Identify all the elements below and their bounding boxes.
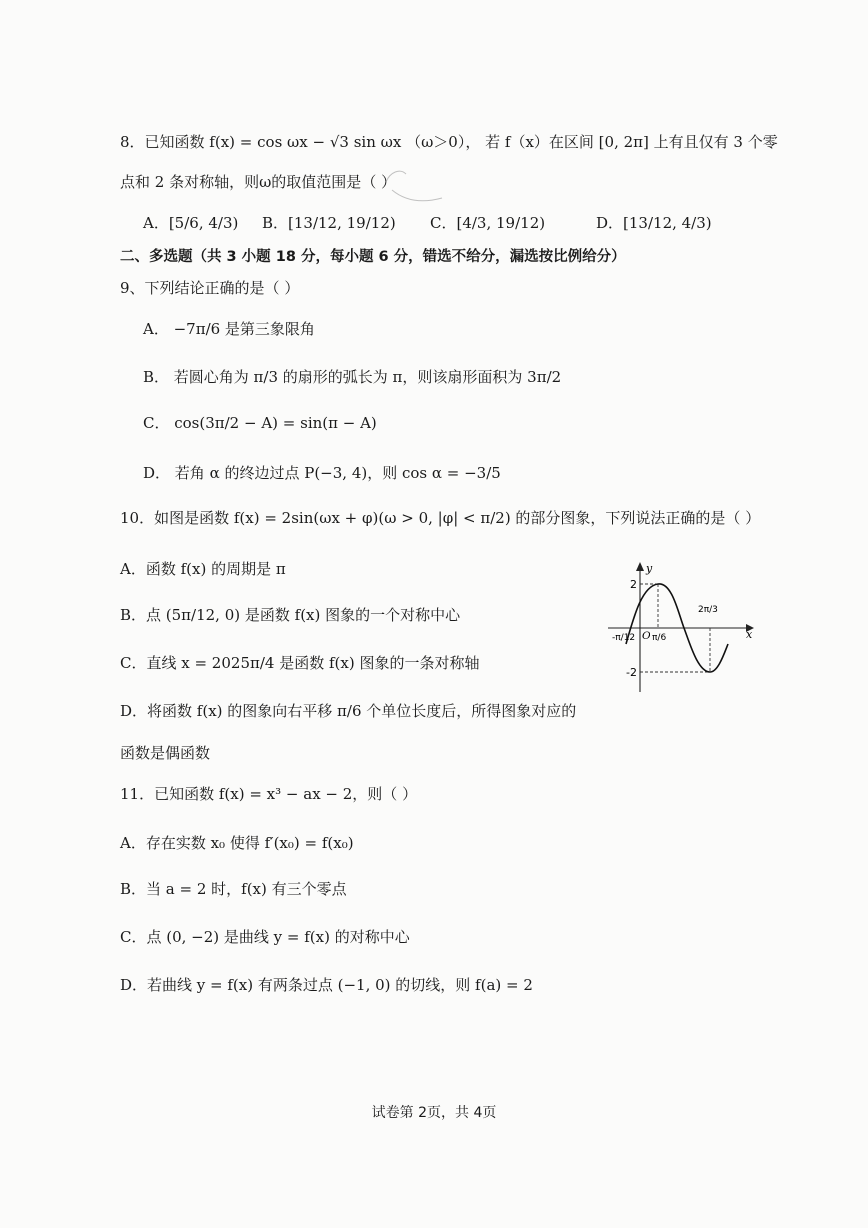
x-mid-label: π/6 xyxy=(652,633,667,643)
pencil-scribble-mark xyxy=(370,160,460,240)
q8-option-b: B．[13/12, 19/12) xyxy=(262,214,396,232)
q11-stem: 11．已知函数 f(x) = x³ − ax − 2，则（ ） xyxy=(120,785,418,803)
origin-label: O xyxy=(642,630,651,642)
x-axis-label: x xyxy=(746,628,753,641)
q10-option-a: A．函数 f(x) 的周期是 π xyxy=(120,560,286,578)
q11-option-b: B．当 a = 2 时，f(x) 有三个零点 xyxy=(120,880,347,898)
q9-option-b: B． 若圆心角为 π/3 的扇形的弧长为 π，则该扇形面积为 3π/2 xyxy=(143,368,562,386)
q10-option-d-continued: 函数是偶函数 xyxy=(120,744,211,762)
page-footer: 试卷第 2页，共 4页 xyxy=(371,1105,497,1121)
q9-option-d: D． 若角 α 的终边过点 P(−3, 4)，则 cos α = −3/5 xyxy=(143,464,501,482)
q8-option-d: D．[13/12, 4/3) xyxy=(596,214,712,232)
y-min-label: -2 xyxy=(626,666,637,679)
q10-option-b: B．点 (5π/12, 0) 是函数 f(x) 图象的一个对称中心 xyxy=(120,606,461,624)
q10-option-c: C．直线 x = 2025π/4 是函数 f(x) 图象的一条对称轴 xyxy=(120,654,480,672)
y-axis-arrow xyxy=(636,562,644,571)
q8-option-c: C．[4/3, 19/12) xyxy=(430,214,546,232)
q10-stem: 10．如图是函数 f(x) = 2sin(ωx + φ)(ω > 0, |φ| < π/2) 的部分图象，下列说法正确的是（ ） xyxy=(120,509,761,527)
y-max-label: 2 xyxy=(630,578,637,591)
q9-option-c: C． cos(3π/2 − A) = sin(π − A) xyxy=(143,414,377,432)
q10-option-d: D．将函数 f(x) 的图象向右平移 π/6 个单位长度后，所得图象对应的 xyxy=(120,702,577,720)
q9-stem: 9、下列结论正确的是（ ） xyxy=(120,279,300,297)
x-right-label: 2π/3 xyxy=(698,605,718,615)
x-left-label: -π/12 xyxy=(612,633,636,643)
q8-option-a: A．[5/6, 4/3) xyxy=(143,214,239,232)
sine-graph xyxy=(606,558,756,698)
q8-line2: 点和 2 条对称轴，则ω的取值范围是（ ） xyxy=(120,173,397,191)
q11-option-c: C．点 (0, −2) 是曲线 y = f(x) 的对称中心 xyxy=(120,928,410,946)
q11-option-a: A．存在实数 x₀ 使得 f′(x₀) = f(x₀) xyxy=(120,834,354,852)
section-heading: 二、多选题（共 3 小题 18 分，每小题 6 分，错选不给分，漏选按比例给分） xyxy=(120,249,626,265)
q8-line1: 8．已知函数 f(x) = cos ωx − √3 sin ωx （ω＞0）， 若 f（x）在区间 [0, 2π] 上有且仅有 3 个零 xyxy=(120,133,778,151)
q9-option-a: A． −7π/6 是第三象限角 xyxy=(143,320,315,338)
y-axis-label: y xyxy=(646,562,653,575)
q11-option-d: D．若曲线 y = f(x) 有两条过点 (−1, 0) 的切线，则 f(a) = 2 xyxy=(120,976,533,994)
